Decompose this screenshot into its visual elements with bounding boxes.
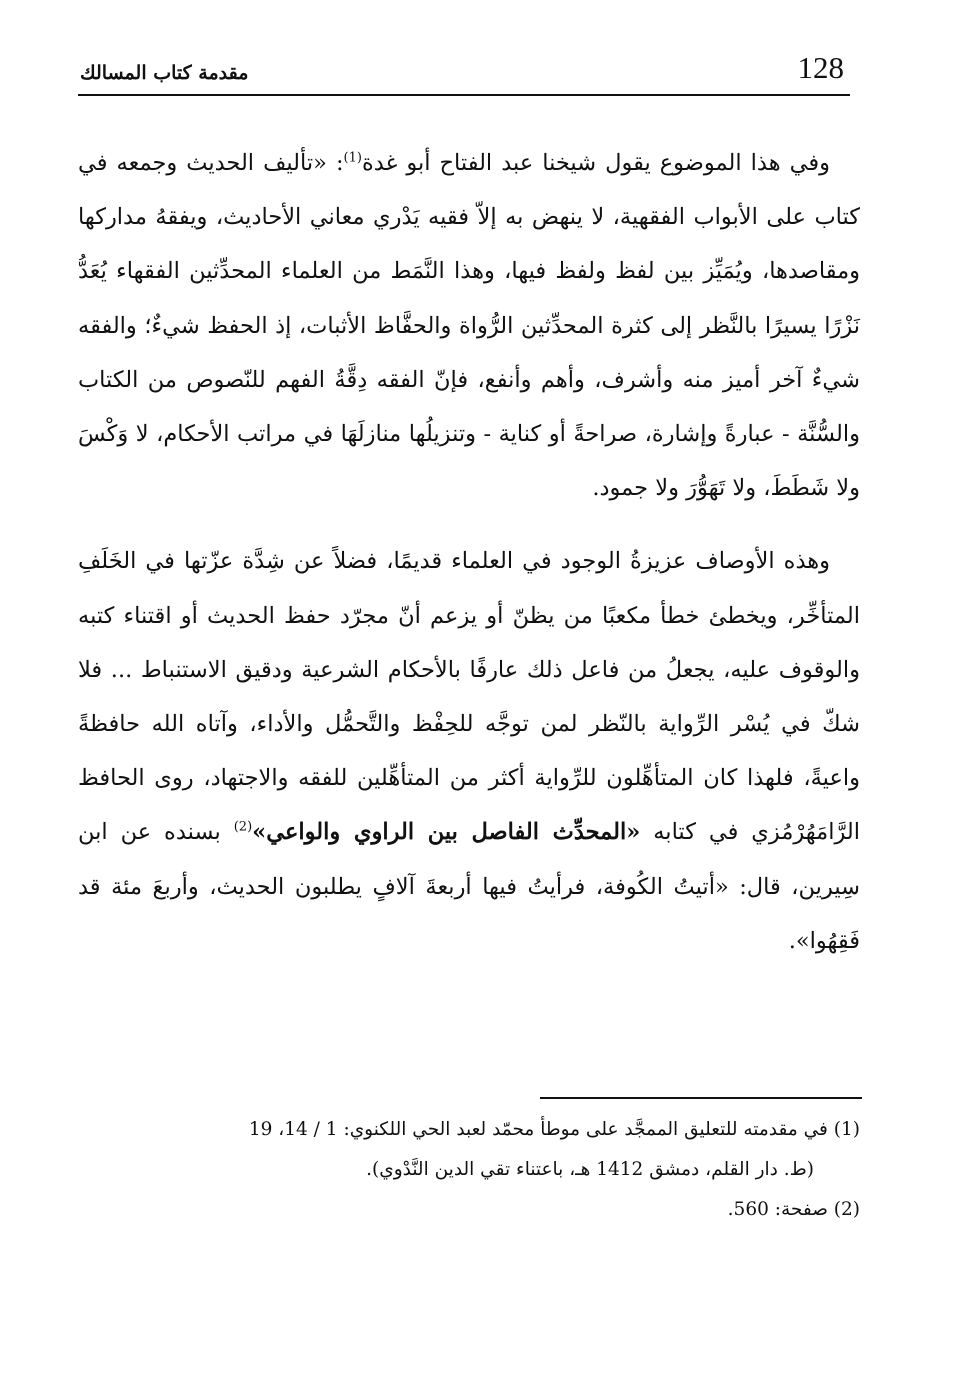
- footnote-1: (1) في مقدمته للتعليق الممجَّد على موطأ محمّد لعبد الحي اللكنوي: 1 / 14، 19: [248, 1119, 860, 1140]
- main-text: [78, 136, 860, 968]
- paragraph-1-quote: : «تأليف الحديث وجمعه في كتاب على الأبواب الفقهية، لا ينهض به إلاّ فقيه يَدْري معاني الأحاديث، ويفقهُ مداركها ومقاصدها، ويُمَيِّز بين لفظ ولفظ فيها، وهذا النَّمَط من العلماء المحدِّثين الفقهاء يُعَدُّ نَزْرًا يسيرًا بالنَّظر إلى كثرة المحدِّثين الرُّواة والحفَّاظ الأثبات، إذ الحفظ شيءٌ؛ والفقه شيءٌ آخر أميز منه وأشرف، وأهم وأنفع، فإنّ الفقه دِقَّةُ الفهم للنّصوص من الكتاب والسُّنَّة - عبارةً وإشارة، صراحةً أو كناية - وتنزيلُها منازلَهَا في مراتب الأحكام، لا وَكْسَ ولا شَطَطَ، ولا تَهَوُّرَ ولا جمود.: [78, 150, 860, 502]
- footnote-1-continuation: (ط. دار القلم، دمشق 1412 هـ، باعتناء تقي الدين النَّدْوي).: [366, 1159, 814, 1180]
- paragraph-2: [78, 534, 860, 968]
- footnote-2: (2) صفحة: 560.: [727, 1199, 860, 1220]
- footnote-ref-2[interactable]: (2): [233, 819, 253, 835]
- footnote-divider: [540, 1097, 862, 1099]
- paragraph-2-quote: بسنده عن ابن سِيرين، قال: «أتيتُ الكُوفة، فرأيتُ فيها أربعةَ آلافٍ يطلبون الحديث، وأربعَ مئة قد فَقِهُوا».: [78, 819, 860, 954]
- paragraph-1: [78, 136, 860, 515]
- footnote-ref-1[interactable]: (1): [343, 150, 362, 166]
- page-header: [78, 48, 850, 96]
- paragraph-2-text: وهذه الأوصاف عزيزةُ الوجود في العلماء قديمًا، فضلاً عن شِدَّة عزّتها في الخَلَفِ المتأخِّر، ويخطئ خطأ مكعبًا من يظنّ أو يزعم أنّ مجرّد حفظ الحديث أو اقتناء كتبه والوقوف عليه، يجعلُ من فاعل ذلك عارفًا بالأحكام الشرعية ودقيق الاستنباط ... فلا شكّ في يُسْر الرِّواية بالنّظر لمن توجَّه للحِفْظ والتَّحمُّل والأداء، وآتاه الله حافظةً واعيةً، فلهذا كان المتأهِّلون للرِّواية أكثر من المتأهِّلين للفقه والاجتهاد، روى الحافظ الرَّامَهُرْمُزي في كتابه: [78, 548, 860, 846]
- book-title: «المحدِّث الفاصل بين الراوي والواعي»: [252, 819, 641, 846]
- footnotes: [78, 1110, 860, 1230]
- page-number: 128: [797, 50, 844, 85]
- running-title: مقدمة كتاب المسالك: [80, 62, 249, 84]
- paragraph-1-intro: وفي هذا الموضوع يقول شيخنا عبد الفتاح أبو غدة: [361, 150, 831, 176]
